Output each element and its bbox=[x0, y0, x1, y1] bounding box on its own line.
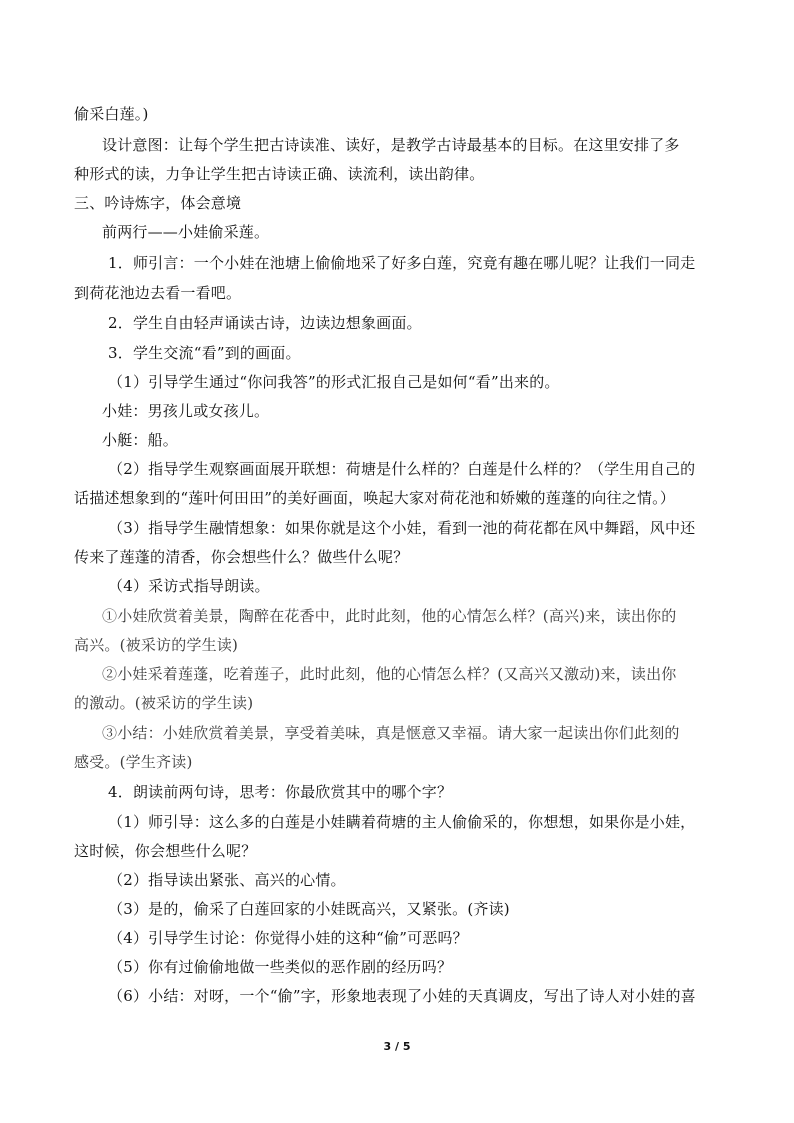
text-line: （4）引导学生讨论：你觉得小娃的这种“偷”可恶吗？ bbox=[108, 929, 468, 947]
text-line: 小艇：船。 bbox=[102, 431, 179, 449]
text-line: 前两行——小娃偷采莲。 bbox=[102, 223, 270, 241]
text-line: （3）是的，偷采了白莲回家的小娃既高兴，又紧张。(齐读) bbox=[108, 900, 510, 918]
text-line: 的激动。(被采访的学生读) bbox=[74, 694, 254, 712]
text-line: 传来了莲蓬的清香，你会想些什么？做些什么呢？ bbox=[74, 548, 409, 566]
text-line: 1．师引言：一个小娃在池塘上偷偷地采了好多白莲，究竟有趣在哪儿呢？让我们一同走 bbox=[108, 254, 696, 272]
text-line: ②小娃采着莲蓬，吃着莲子，此时此刻，他的心情怎么样？(又高兴又激动)来，读出你 bbox=[102, 665, 677, 683]
text-line: （4）采访式指导朗读。 bbox=[108, 577, 270, 595]
text-line: 高兴。(被采访的学生读) bbox=[74, 636, 239, 654]
text-line: 3．学生交流“看”到的画面。 bbox=[108, 344, 301, 362]
page-number: 3 / 5 bbox=[383, 1040, 411, 1053]
text-line: 感受。(学生齐读) bbox=[74, 753, 193, 771]
text-line: ③小结：小娃欣赏着美景，享受着美味，真是惬意又幸福。请大家一起读出你们此刻的 bbox=[102, 724, 680, 742]
text-line: （1）师引导：这么多的白莲是小娃瞒着荷塘的主人偷偷采的，你想想，如果你是小娃， bbox=[108, 813, 696, 831]
text-line: （6）小结：对呀，一个“偷”字，形象地表现了小娃的天真调皮，写出了诗人对小娃的喜 bbox=[108, 987, 696, 1005]
text-line: （2）指导学生观察画面展开联想：荷塘是什么样的？白莲是什么样的？（学生用自己的 bbox=[108, 460, 696, 478]
text-line: 话描述想象到的“莲叶何田田”的美好画面，唤起大家对荷花池和娇嫩的莲蓬的向往之情。） bbox=[74, 489, 676, 507]
text-line: 2．学生自由轻声诵读古诗，边读边想象画面。 bbox=[108, 314, 422, 332]
text-line: （5）你有过偷偷地做一些类似的恶作剧的经历吗？ bbox=[108, 958, 453, 976]
text-line: 这时候，你会想些什么呢？ bbox=[74, 842, 257, 860]
text-line: （3）指导学生融情想象：如果你就是这个小娃，看到一池的荷花都在风中舞蹈，风中还 bbox=[108, 519, 696, 537]
text-line: 到荷花池边去看一看吧。 bbox=[74, 284, 242, 302]
section-heading: 三、吟诗炼字，体会意境 bbox=[74, 194, 242, 212]
text-line: （2）指导读出紧张、高兴的心情。 bbox=[108, 871, 346, 889]
text-line: 小娃：男孩儿或女孩儿。 bbox=[102, 402, 270, 420]
text-line: 种形式的读，力争让学生把古诗读正确、读流利，读出韵律。 bbox=[74, 165, 485, 183]
text-line: 偷采白莲。) bbox=[74, 105, 149, 123]
text-line: 设计意图：让每个学生把古诗读准、读好，是教学古诗最基本的目标。在这里安排了多 bbox=[102, 136, 680, 154]
text-line: ①小娃欣赏着美景，陶醉在花香中，此时此刻，他的心情怎么样？(高兴)来，读出你的 bbox=[102, 607, 677, 625]
text-line: 4．朗读前两句诗，思考：你最欣赏其中的哪个字？ bbox=[108, 783, 453, 801]
text-line: （1）引导学生通过“你问我答”的形式汇报自己是如何“看”出来的。 bbox=[108, 373, 560, 391]
